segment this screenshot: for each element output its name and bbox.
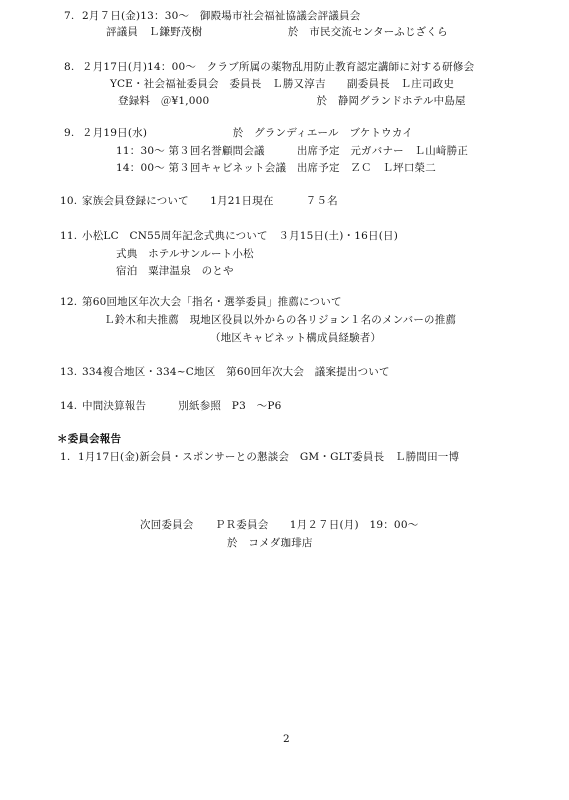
item-line: 334複合地区・334~C地区 第60回年次大会 議案提出ついて	[82, 366, 390, 378]
item-number: 9.	[64, 127, 75, 139]
item-line: 小松LC CN55周年記念式典について ３月15日(土)・16日(日)	[82, 230, 398, 242]
item-number: 1.	[60, 451, 71, 463]
item-line: 式典 ホテルサンルート小松	[116, 248, 254, 260]
item-line: 2月７日(金)13：30～ 御殿場市社会福祉協議会評議員会	[82, 10, 361, 22]
next-meeting-venue: 於 コメダ珈琲店	[227, 537, 313, 549]
item-line: 11：30～ 第３回名誉顧問会議 出席予定 元ガバナー Ｌ山﨑勝正	[116, 145, 469, 157]
item-line: （地区キャビネット構成員経験者）	[210, 332, 382, 344]
item-line: 宿泊 粟津温泉 のとや	[116, 265, 234, 277]
item-line: 評議員 Ｌ鎌野茂樹 於 市民交流センターふじざくら	[106, 26, 448, 38]
item-line: YCE・社会福祉委員会 委員長 Ｌ勝又淳吉 副委員長 Ｌ庄司政史	[110, 78, 455, 90]
item-line: ２月17日(月)14：00～ クラブ所属の薬物乱用防止教育認定講師に対する研修会	[82, 61, 475, 73]
next-meeting-line: 次回委員会 ＰＲ委員会 1月２７日(月) 19：00～	[140, 519, 419, 531]
item-number: 12.	[60, 296, 78, 308]
item-number: 8.	[64, 61, 75, 73]
item-line: 第60回地区年次大会「指名・選挙委員」推薦について	[82, 296, 342, 308]
item-number: 13.	[60, 366, 78, 378]
committee-report-heading: ＊委員会報告	[57, 433, 122, 445]
item-number: 7.	[64, 10, 75, 22]
item-number: 14.	[60, 400, 78, 412]
item-line: Ｌ鈴木和夫推薦 現地区役員以外からの各リジョン１名のメンバーの推薦	[104, 314, 457, 326]
item-line: ２月19日(水) 於 グランディエール ブケトウカイ	[82, 127, 413, 139]
item-number: 11.	[60, 230, 78, 242]
item-line: 登録料 ＠¥1,000 於 静岡グランドホテル中島屋	[118, 95, 466, 107]
committee-entry: 1月17日(金)新会員・スポンサーとの懇談会 GM・GLT委員長 Ｌ勝間田一博	[78, 451, 460, 463]
item-line: 家族会員登録について 1月21日現在 ７５名	[82, 195, 338, 207]
item-line: 中間決算報告 別紙参照 P3 ～P6	[82, 400, 282, 412]
item-line: 14：00～ 第３回キャビネット会議 出席予定 ＺＣ Ｌ坪口榮二	[116, 162, 436, 174]
page-number: 2	[283, 733, 290, 745]
item-number: 10.	[60, 195, 78, 207]
